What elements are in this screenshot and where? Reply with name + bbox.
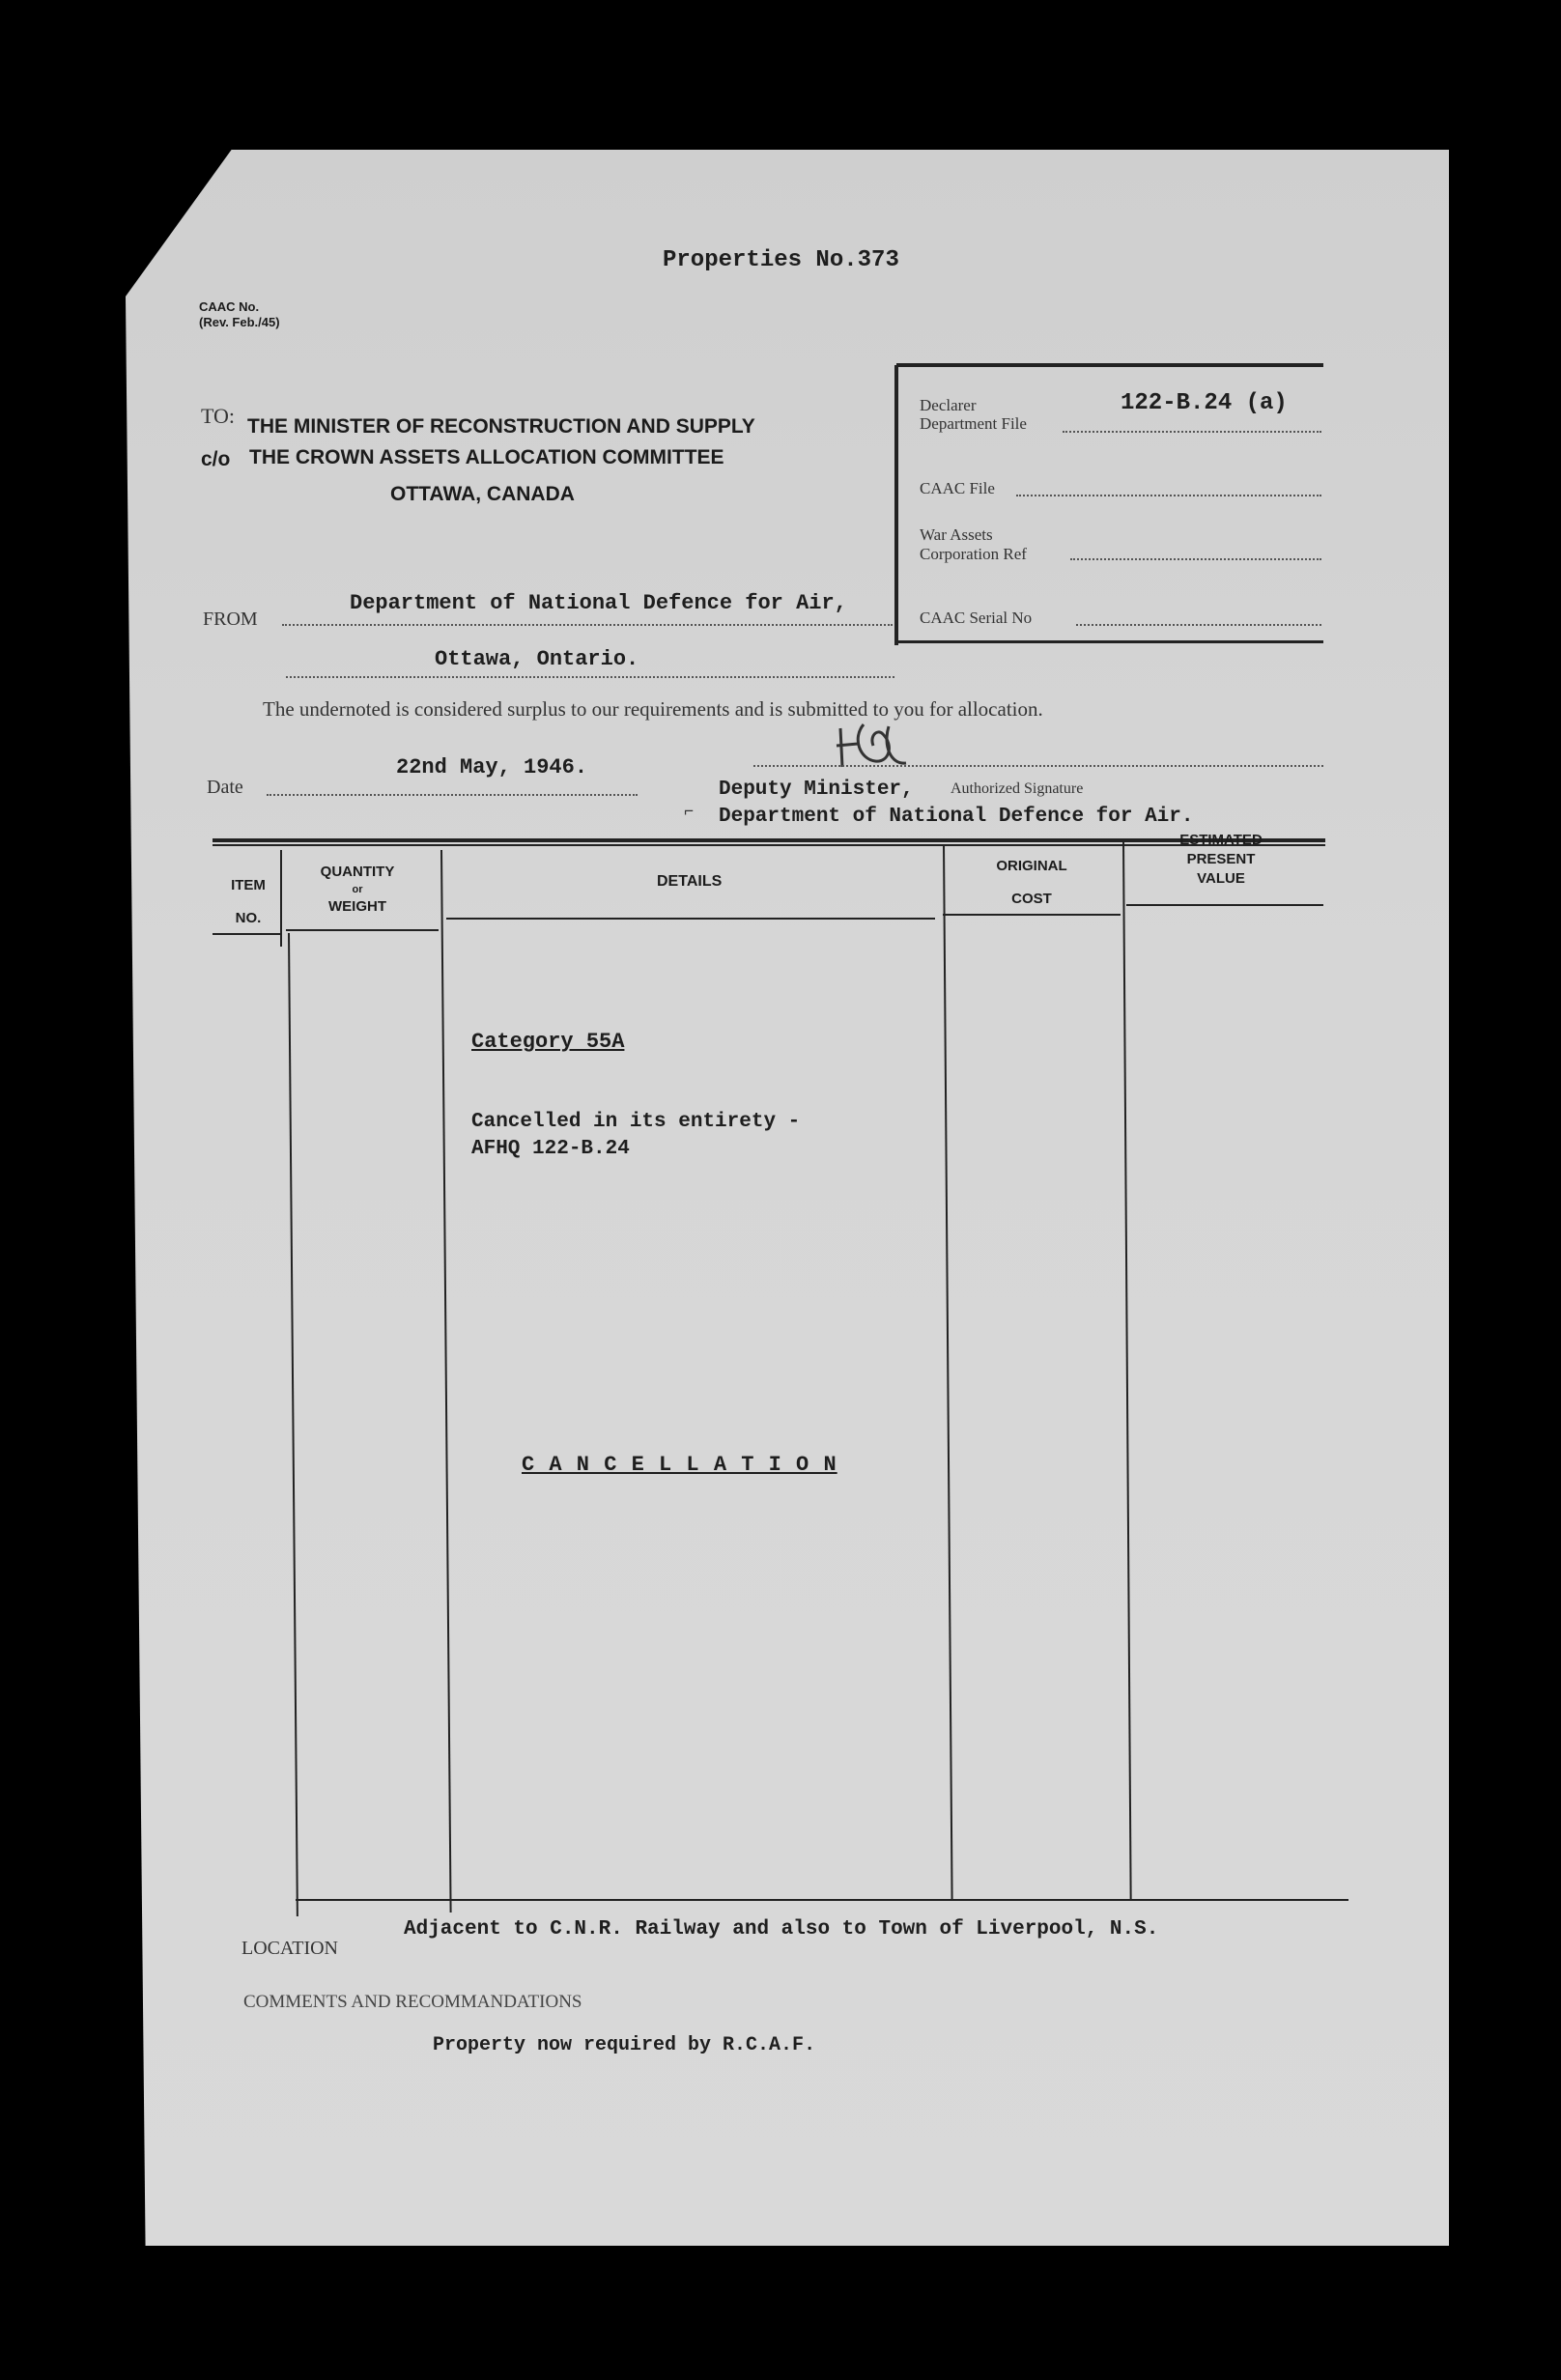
to-label: TO: [201,404,236,428]
form-code-line1: CAAC No. [199,299,260,314]
cancellation-stamp: C A N C E L L A T I O N [522,1453,837,1477]
to-line3: OTTAWA, CANADA [390,483,575,505]
header-value-line1: ESTIMATED [1179,832,1263,848]
header-value-line2: PRESENT [1186,851,1256,867]
ref-box-bottom-border [896,640,1323,643]
to-line2: THE CROWN ASSETS ALLOCATION COMMITTEE [249,446,724,468]
header-item-no [226,869,270,935]
details-note-line2: AFHQ 122-B.24 [471,1138,630,1160]
declarer-label-line1: Declarer [920,396,977,414]
header-cost-line1: ORIGINAL [996,858,1067,874]
header-value-line3: VALUE [1197,870,1245,887]
to-line2-prefix: c/o [201,448,231,470]
surplus-statement: The undernoted is considered surplus to our requirements and is submitted to you for allocation. [263,697,1043,721]
date-label: Date [207,777,243,798]
header-item-line1: ITEM [231,877,266,893]
value-header-rule [1126,904,1323,906]
date-value: 22nd May, 1946. [396,755,588,779]
header-cost-line2: COST [1011,891,1052,907]
col-rule-1-top [280,850,282,947]
from-line2: Ottawa, Ontario. [435,647,639,671]
location-label: LOCATION [241,1938,338,1959]
details-header-rule [446,918,935,920]
header-qty-line1: QUANTITY [320,864,395,880]
location-value: Adjacent to C.N.R. Railway and also to Town of Liverpool, N.S. [404,1918,1159,1941]
form-code [199,299,280,330]
qty-header-rule [286,929,439,931]
war-assets-line [1070,558,1321,560]
declarer-file-value: 122-B.24 (a) [1121,390,1288,416]
authorized-signature-label: Authorized Signature [951,780,1084,797]
declarer-file-line [1063,431,1321,433]
details-note-line1: Cancelled in its entirety - [471,1111,801,1133]
caac-serial-label: CAAC Serial No [920,609,1033,627]
ref-box-top-border [896,363,1323,367]
details-note [471,1109,800,1163]
header-original-cost [976,850,1088,916]
from-line2-rule [286,676,894,678]
war-assets-label-line2: Corporation Ref [920,545,1027,563]
header-qty-line3: WEIGHT [328,898,386,915]
signature-title: Deputy Minister, [719,779,914,801]
caac-serial-line [1076,624,1321,626]
ref-box-left-border [894,365,898,645]
caac-file-label: CAAC File [920,479,995,497]
comments-label: COMMENTS AND RECOMMANDATIONS [243,1992,582,2012]
form-code-line2: (Rev. Feb./45) [199,315,280,329]
signature-department: Department of National Defence for Air. [719,806,1194,828]
declarer-label-line2: Department File [920,414,1027,433]
declarer-label [920,396,1027,433]
header-quantity [296,864,419,916]
date-line [267,794,638,796]
from-line1-rule [282,624,893,626]
table-bottom-rule [296,1899,1348,1901]
comments-value: Property now required by R.C.A.F. [433,2034,816,2056]
from-line1: Department of National Defence for Air, [350,591,847,615]
handwritten-initials [831,717,918,777]
caac-file-line [1016,495,1321,496]
war-assets-label [920,525,1027,564]
from-label: FROM [203,609,258,630]
properties-number: Properties No.373 [663,247,899,273]
details-category: Category 55A [471,1030,625,1054]
header-estimated-value [1155,831,1287,889]
war-assets-label-line1: War Assets [920,525,993,544]
corner-mark: ⌐ [684,804,695,822]
signature-line [753,765,1323,767]
header-qty-line2: or [352,884,363,895]
header-item-line2: NO. [235,910,262,926]
header-details: DETAILS [657,873,723,890]
to-line1: THE MINISTER OF RECONSTRUCTION AND SUPPLY [247,415,755,438]
